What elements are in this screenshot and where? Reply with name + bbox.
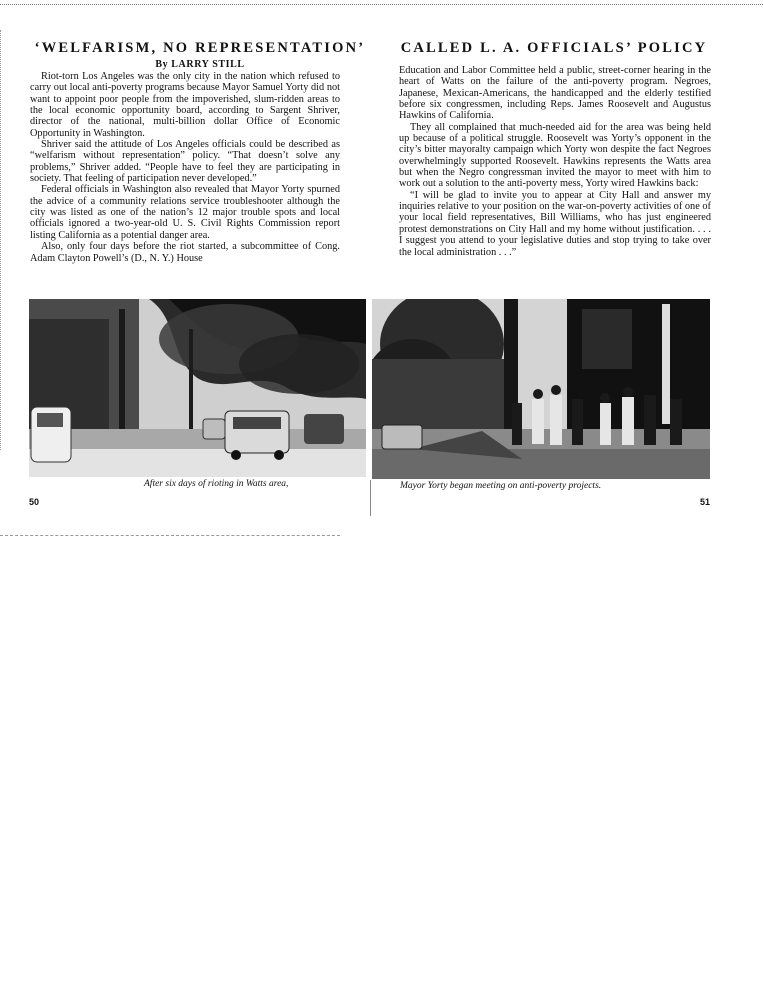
left-margin-marks [0,30,4,450]
riot-street-photo [29,299,366,477]
right-paragraph: Education and Labor Committee held a public, street-corner hearing in the heart of Watts on the failure of the anti-poverty program. Negroes, Japanese, Mexican-Americans, the handicapped and the elderly testified before six congressmen, including Reps. James Roosevelt and Augustus Hawkins of California. [399,65,711,122]
left-headline: ‘WELFARISM, NO REPRESENTATION’ [34,40,366,56]
left-paragraph: Riot-torn Los Angeles was the only city in the nation which refused to carry out local anti-poverty programs because Mayor Samuel Yorty did not want to appoint poor people from the impoverished, slum-ridden areas to the local economic opportunity board, according to Sargent Shriver, director of the national, multi-billion dollar Office of Economic Opportunity in Washington. [30,71,340,139]
left-article-column [30,71,340,264]
right-paragraph: They all complained that much-needed aid for the area was being held up because of a political struggle. Roosevelt was Yorty’s opponent in the city’s bitter mayoralty campaign which Yorty won despite the fact Negroes overwhelmingly supported Roosevelt. Hawkins represents the Watts area but when the Negro congressman invited the mayor to meet with him to work out a solution to the anti-poverty mess, Yorty wired Hawkins back: [399,121,711,190]
left-photo-caption: After six days of rioting in Watts area, [144,479,289,489]
right-page-number: 51 [700,497,711,507]
right-paragraph: “I will be glad to invite you to appear at City Hall and answer my inquiries relative to your position on the war-on-poverty activities of one of your local field representatives, Bill Williams, who has just engineered protest demonstrations on City Hall and my home without justification. . . . I suggest you attend to your legislative duties and stop trying to take over the local administration . . .” [399,189,711,258]
byline: By LARRY STILL [155,59,245,70]
top-scan-edge [0,4,763,5]
right-headline: CALLED L. A. OFFICIALS’ POLICY [400,40,708,56]
street-hearing-photo [372,299,710,479]
right-photo-caption: Mayor Yorty began meeting on anti-poverty projects. [400,481,602,491]
left-paragraph: Also, only four days before the riot started, a subcommittee of Cong. Adam Clayton Powell’s (D., N. Y.) House [30,241,340,264]
right-article-column [399,65,711,258]
left-page-number: 50 [29,497,40,507]
page-gutter [370,480,371,516]
bottom-scan-edge [0,535,340,536]
left-paragraph: Shriver said the attitude of Los Angeles officials could be described as “welfarism without representation” policy. “That doesn’t solve any problems,” Shriver added. “People have to feel they are participating in society. That feeling of participation never developed.” [30,139,340,185]
left-paragraph: Federal officials in Washington also revealed that Mayor Yorty spurned the advice of a community relations service troubleshooter although the city was listed as one of the nation’s 12 major trouble spots and local officials ignored a two-year-old U. S. Civil Rights Commission report listing California as a potential danger area. [30,184,340,241]
